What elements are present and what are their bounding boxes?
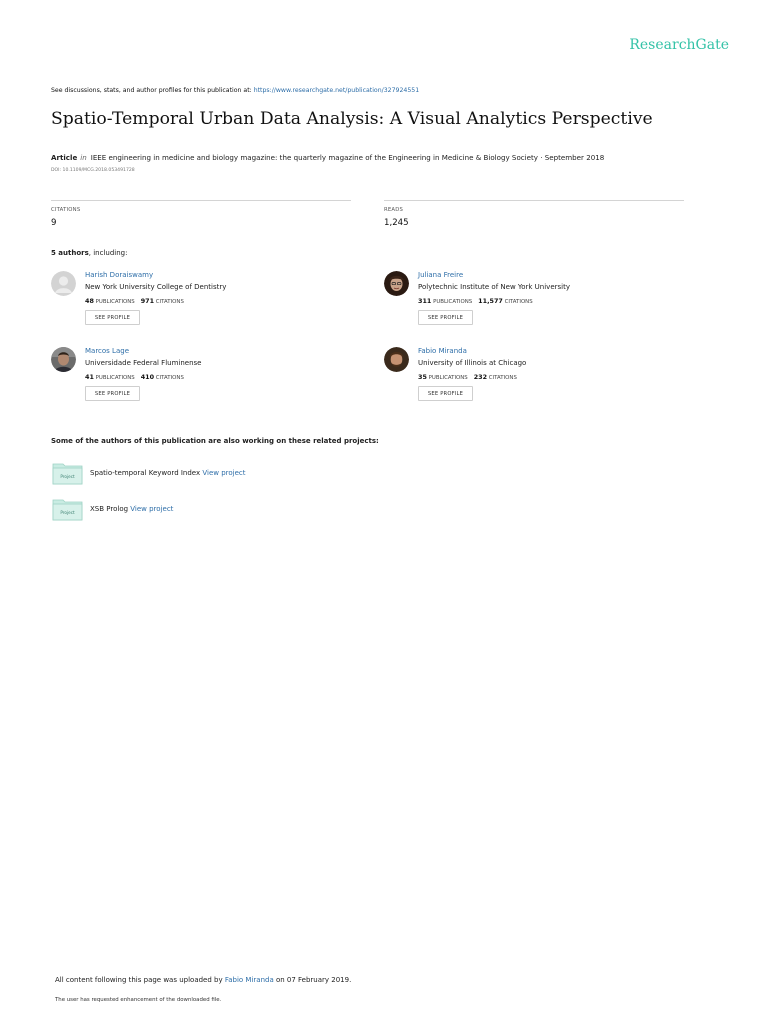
upload-note: [55, 976, 351, 984]
author-card-marcos-lage: [51, 347, 351, 417]
author-institution: Polytechnic Institute of New York University: [418, 283, 570, 291]
author-stats: [85, 297, 184, 305]
publications-label: PUBLICATIONS: [95, 375, 135, 381]
project-item: [52, 498, 452, 523]
project-name: XSB Prolog: [90, 505, 129, 513]
author-name[interactable]: Marcos Lage: [85, 347, 129, 355]
publications-label: PUBLICATIONS: [428, 375, 468, 381]
paper-title: Spatio-Temporal Urban Data Analysis: A Visual Analytics Perspective: [51, 109, 653, 129]
see-profile-button[interactable]: SEE PROFILE: [85, 310, 140, 325]
author-institution: University of Illinois at Chicago: [418, 359, 527, 367]
citations-label: CITATIONS: [51, 207, 81, 213]
author-name[interactable]: Juliana Freire: [418, 271, 464, 279]
author-stats: [85, 373, 184, 381]
publications-count: 35: [418, 373, 427, 381]
citations-count: 410: [140, 373, 155, 381]
author-institution: Universidade Federal Fluminense: [85, 359, 202, 367]
citations-divider: [51, 200, 351, 201]
discussion-prefix: See discussions, stats, and author profiles for this publication at:: [51, 87, 254, 94]
discussion-line: [51, 87, 419, 94]
publications-count: 48: [85, 297, 94, 305]
author-stats: [418, 373, 517, 381]
author-photo[interactable]: [384, 271, 409, 296]
citations-label: CITATIONS: [488, 375, 517, 381]
citations-label: CITATIONS: [155, 299, 184, 305]
publications-label: PUBLICATIONS: [95, 299, 135, 305]
author-stats: [418, 297, 533, 305]
see-profile-button[interactable]: SEE PROFILE: [418, 310, 473, 325]
paper-doi: DOI: 10.1109/MCG.2018.053491728: [51, 168, 135, 173]
citations-label: CITATIONS: [155, 375, 184, 381]
author-card-fabio-miranda: [384, 347, 684, 417]
article-type: Article: [51, 153, 78, 162]
author-photo[interactable]: [51, 347, 76, 372]
see-profile-button[interactable]: SEE PROFILE: [85, 386, 140, 401]
reads-divider: [384, 200, 684, 201]
reads-count: 1,245: [384, 218, 409, 228]
uploader-link[interactable]: Fabio Miranda: [224, 976, 274, 984]
publications-count: 41: [85, 373, 94, 381]
enhancement-note: The user has requested enhancement of the downloaded file.: [55, 997, 222, 1003]
upload-prefix: All content following this page was uploaded by: [55, 976, 225, 984]
placeholder-avatar-icon[interactable]: [51, 271, 76, 296]
project-icon-label: Project: [60, 474, 75, 479]
citations-count: 971: [140, 297, 155, 305]
citations-count: 11,577: [478, 297, 503, 305]
project-icon-label: Project: [60, 510, 75, 515]
view-project-link[interactable]: View project: [130, 505, 174, 513]
citations-count: 9: [51, 218, 57, 228]
author-institution: New York University College of Dentistry: [85, 283, 227, 291]
reads-label: READS: [384, 207, 404, 213]
project-item: [52, 462, 452, 487]
author-name[interactable]: Harish Doraiswamy: [85, 271, 154, 279]
upload-suffix: on 07 February 2019.: [273, 976, 352, 984]
authors-count: 5 authors: [51, 249, 89, 257]
author-card-juliana-freire: [384, 271, 684, 341]
in-word: in: [80, 153, 87, 162]
see-profile-button[interactable]: SEE PROFILE: [418, 386, 473, 401]
authors-heading: [51, 249, 127, 257]
publications-count: 311: [418, 297, 432, 305]
publications-label: PUBLICATIONS: [433, 299, 473, 305]
citations-count: 232: [473, 373, 488, 381]
view-project-link[interactable]: View project: [202, 469, 246, 477]
author-name[interactable]: Fabio Miranda: [418, 347, 467, 355]
project-text: [90, 469, 246, 477]
author-card-harish-doraiswamy: [51, 271, 351, 341]
paper-venue: IEEE engineering in medicine and biology magazine: the quarterly magazine of the Engineering in Medicine & Biology Society · September 2018: [90, 153, 605, 162]
citations-label: CITATIONS: [504, 299, 533, 305]
paper-meta: [51, 153, 604, 162]
project-text: [90, 505, 173, 513]
publication-link[interactable]: https://www.researchgate.net/publication/327924551: [253, 87, 420, 94]
authors-suffix: , including:: [88, 249, 128, 257]
author-photo[interactable]: [384, 347, 409, 372]
related-projects-heading: Some of the authors of this publication are also working on these related projects:: [51, 437, 379, 445]
researchgate-logo[interactable]: ResearchGate: [629, 37, 729, 53]
project-folder-icon[interactable]: [52, 498, 83, 521]
project-name: Spatio-temporal Keyword Index: [90, 469, 201, 477]
project-folder-icon[interactable]: [52, 462, 83, 485]
